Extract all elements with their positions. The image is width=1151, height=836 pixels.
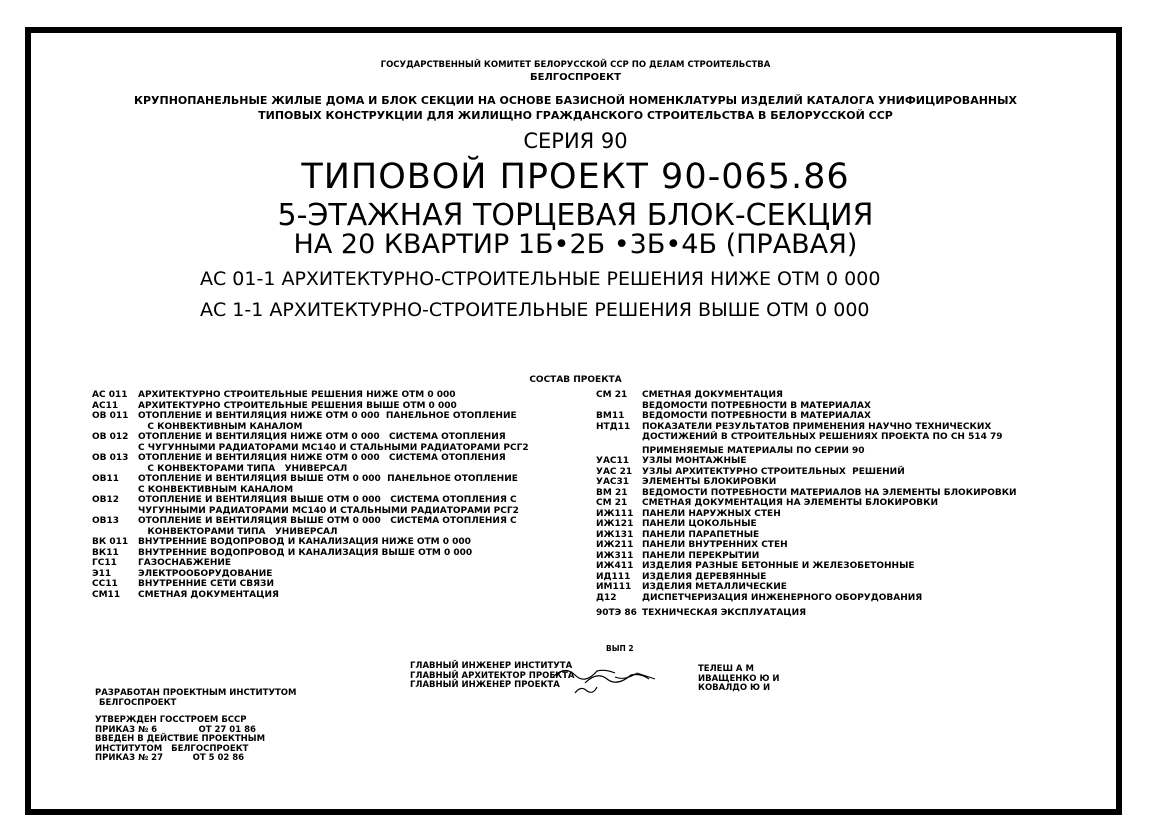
list-item: ОВ 011 ОТОПЛЕНИЕ И ВЕНТИЛЯЦИЯ НИЖЕ ОТМ 0 000 ПАНЕЛЬНОЕ ОТОПЛЕНИЕ: [92, 411, 517, 421]
enacted-line-2: ИНСТИТУТОМ БЕЛГОСПРОЕКТ: [95, 743, 249, 754]
list-item: ВМ 21 ВЕДОМОСТИ ПОТРЕБНОСТИ МАТЕРИАЛОВ НА ЭЛЕМЕНТЫ БЛОКИРОВКИ: [596, 487, 1017, 498]
list-item: ИЖ311 ПАНЕЛИ ПЕРЕКРЫТИИ: [596, 550, 760, 561]
developed-by-line-2: БЕЛГОСПРОЕКТ: [99, 697, 177, 708]
list-item: ОВ 012 ОТОПЛЕНИЕ И ВЕНТИЛЯЦИЯ НИЖЕ ОТМ 0 000 СИСТЕМА ОТОПЛЕНИЯ: [92, 432, 506, 442]
name-telesh: ТЕЛЕШ А М: [698, 664, 754, 674]
list-item: ИЖ121 ПАНЕЛИ ЦОКОЛЬНЫЕ: [596, 519, 757, 529]
approved-line-1: УТВЕРЖДЕН ГОССТРОЕМ БССР: [95, 715, 247, 725]
list-item: ВМ11 ВЕДОМОСТИ ПОТРЕБНОСТИ В МАТЕРИАЛАХ: [596, 411, 871, 421]
list-item: СС11 ВНУТРЕННИЕ СЕТИ СВЯЗИ: [92, 579, 274, 589]
approval-block: [95, 716, 265, 764]
role-chief-engineer-institute: ГЛАВНЫЙ ИНЖЕНЕР ИНСТИТУТА: [410, 661, 573, 671]
project-number: ТИПОВОЙ ПРОЕКТ 90-065.86: [301, 157, 850, 197]
name-ivashchenko: ИВАЩЕНКО Ю И: [698, 673, 780, 684]
list-item: ПРИМЕНЯЕМЫЕ МАТЕРИАЛЫ ПО СЕРИИ 90: [642, 445, 865, 456]
committee-name: ГОСУДАРСТВЕННЫЙ КОМИТЕТ БЕЛОРУССКОЙ ССР ПО ДЕЛАМ СТРОИТЕЛЬСТВА: [380, 60, 771, 70]
composition-right-list: [596, 390, 1096, 619]
list-item: АС11 АРХИТЕКТУРНО СТРОИТЕЛЬНЫЕ РЕШЕНИЯ ВЫШЕ ОТМ 0 000: [92, 400, 457, 411]
list-item: С КОНВЕКТОРАМИ ТИПА УНИВЕРСАЛ: [138, 463, 348, 474]
composition-heading: СОСТАВ ПРОЕКТА: [529, 375, 622, 385]
volume-note: ВЫП 2: [606, 644, 634, 653]
list-item: СМ11 СМЕТНАЯ ДОКУМЕНТАЦИЯ: [92, 589, 279, 600]
list-item: СМ 21 СМЕТНАЯ ДОКУМЕНТАЦИЯ НА ЭЛЕМЕНТЫ БЛОКИРОВКИ: [596, 498, 939, 508]
list-item: ИД111 ИЗДЕЛИЯ ДЕРЕВЯННЫЕ: [596, 571, 767, 582]
album-line-1: АС 01-1 АРХИТЕКТУРНО-СТРОИТЕЛЬНЫЕ РЕШЕНИЯ НИЖЕ ОТМ 0 000: [200, 268, 881, 290]
subtitle-line-1: КРУПНОПАНЕЛЬНЫЕ ЖИЛЫЕ ДОМА И БЛОК СЕКЦИИ НА ОСНОВЕ БАЗИСНОЙ НОМЕНКЛАТУРЫ ИЗДЕЛИЙ КАТАЛОГА УНИФИЦИРОВАННЫХ: [133, 94, 1017, 107]
name-kovaldo: КОВАЛДО Ю И: [698, 683, 771, 693]
list-item: ОВ11 ОТОПЛЕНИЕ И ВЕНТИЛЯЦИЯ ВЫШЕ ОТМ 0 000 ПАНЕЛЬНОЕ ОТОПЛЕНИЕ: [92, 474, 518, 484]
list-item: С ЧУГУННЫМИ РАДИАТОРАМИ МС140 И СТАЛЬНЫМИ РАДИАТОРАМИ РСГ2: [138, 442, 529, 453]
list-item: АС 011 АРХИТЕКТУРНО СТРОИТЕЛЬНЫЕ РЕШЕНИЯ НИЖЕ ОТМ 0 000: [92, 390, 456, 400]
list-item: ИМ111 ИЗДЕЛИЯ МЕТАЛЛИЧЕСКИЕ: [596, 582, 787, 592]
organization-name: БЕЛГОСПРОЕКТ: [530, 72, 621, 83]
enacted-line-3: ПРИКАЗ № 27 ОТ 5 02 86: [95, 753, 245, 763]
album-line-2: АС 1-1 АРХИТЕКТУРНО-СТРОИТЕЛЬНЫЕ РЕШЕНИЯ ВЫШЕ ОТМ 0 000: [200, 299, 870, 321]
list-item: Э11 ЭЛЕКТРООБОРУДОВАНИЕ: [92, 568, 273, 579]
developed-by-line-1: РАЗРАБОТАН ПРОЕКТНЫМ ИНСТИТУТОМ: [95, 688, 297, 698]
list-item: УАС31 ЭЛЕМЕНТЫ БЛОКИРОВКИ: [596, 477, 777, 487]
list-item: ОВ 013 ОТОПЛЕНИЕ И ВЕНТИЛЯЦИЯ НИЖЕ ОТМ 0 000 СИСТЕМА ОТОПЛЕНИЯ: [92, 453, 506, 463]
list-item: ВЕДОМОСТИ ПОТРЕБНОСТИ В МАТЕРИАЛАХ: [642, 400, 871, 411]
list-item: ДОСТИЖЕНИЙ В СТРОИТЕЛЬНЫХ РЕШЕНИЯХ ПРОЕКТА ПО СН 514 79: [642, 432, 1003, 442]
title-line-1: 5-ЭТАЖНАЯ ТОРЦЕВАЯ БЛОК-СЕКЦИЯ: [277, 198, 874, 233]
list-item: Д12 ДИСПЕТЧЕРИЗАЦИЯ ИНЖЕНЕРНОГО ОБОРУДОВАНИЯ: [596, 592, 923, 603]
enacted-line-1: ВВЕДЕН В ДЕЙСТВИЕ ПРОЕКТНЫМ: [95, 734, 266, 744]
list-item: ИЖ131 ПАНЕЛИ ПАРАПЕТНЫЕ: [596, 529, 760, 540]
series-label: СЕРИЯ 90: [523, 129, 628, 153]
list-item: ЧУГУННЫМИ РАДИАТОРАМИ МС140 И СТАЛЬНЫМИ РАДИАТОРАМИ РСГ2: [138, 505, 519, 516]
list-item: УАС11 УЗЛЫ МОНТАЖНЫЕ: [596, 456, 747, 466]
list-item: ГС11 ГАЗОСНАБЖЕНИЕ: [92, 558, 232, 568]
list-item: ВК 011 ВНУТРЕННИЕ ВОДОПРОВОД И КАНАЛИЗАЦИЯ НИЖЕ ОТМ 0 000: [92, 537, 471, 547]
role-chief-architect-project: ГЛАВНЫЙ АРХИТЕКТОР ПРОЕКТА: [410, 670, 575, 681]
list-item: ОВ12 ОТОПЛЕНИЕ И ВЕНТИЛЯЦИЯ ВЫШЕ ОТМ 0 000 СИСТЕМА ОТОПЛЕНИЯ С: [92, 495, 517, 505]
list-item: НТД11 ПОКАЗАТЕЛИ РЕЗУЛЬТАТОВ ПРИМЕНЕНИЯ НАУЧНО ТЕХНИЧЕСКИХ: [596, 421, 992, 432]
list-item: УАС 21 УЗЛЫ АРХИТЕКТУРНО СТРОИТЕЛЬНЫХ РЕШЕНИЙ: [596, 466, 905, 477]
list-item: С КОНВЕКТИВНЫМ КАНАЛОМ: [138, 421, 303, 432]
subtitle-line-2: ТИПОВЫХ КОНСТРУКЦИИ ДЛЯ ЖИЛИЩНО ГРАЖДАНСКОГО СТРОИТЕЛЬСТВА В БЕЛОРУССКОЙ ССР: [258, 109, 893, 122]
list-item: ВК11 ВНУТРЕННИЕ ВОДОПРОВОД И КАНАЛИЗАЦИЯ ВЫШЕ ОТМ 0 000: [92, 547, 473, 558]
list-item: С КОНВЕКТИВНЫМ КАНАЛОМ: [138, 484, 294, 495]
list-item: ОВ13 ОТОПЛЕНИЕ И ВЕНТИЛЯЦИЯ ВЫШЕ ОТМ 0 000 СИСТЕМА ОТОПЛЕНИЯ С: [92, 516, 517, 526]
signature-names: [698, 665, 780, 694]
role-chief-engineer-project: ГЛАВНЫЙ ИНЖЕНЕР ПРОЕКТА: [410, 680, 560, 690]
list-item: ИЖ211 ПАНЕЛИ ВНУТРЕННИХ СТЕН: [596, 540, 788, 550]
list-item: ИЖ111 ПАНЕЛИ НАРУЖНЫХ СТЕН: [596, 508, 781, 519]
composition-left-list: [92, 390, 562, 600]
list-item: ИЖ411 ИЗДЕЛИЯ РАЗНЫЕ БЕТОННЫЕ И ЖЕЛЕЗОБЕТОННЫЕ: [596, 561, 915, 571]
approved-line-2: ПРИКАЗ № 6 ОТ 27 01 86: [95, 724, 256, 735]
handwritten-signatures: [545, 657, 685, 697]
title-line-2: НА 20 КВАРТИР 1Б•2Б •3Б•4Б (ПРАВАЯ): [293, 229, 858, 260]
developed-by-block: [95, 689, 296, 708]
list-item: СМ 21 СМЕТНАЯ ДОКУМЕНТАЦИЯ: [596, 390, 783, 400]
list-item: КОНВЕКТОРАМИ ТИПА УНИВЕРСАЛ: [138, 526, 338, 537]
list-item: 90ТЭ 86 ТЕХНИЧЕСКАЯ ЭКСПЛУАТАЦИЯ: [596, 608, 807, 618]
